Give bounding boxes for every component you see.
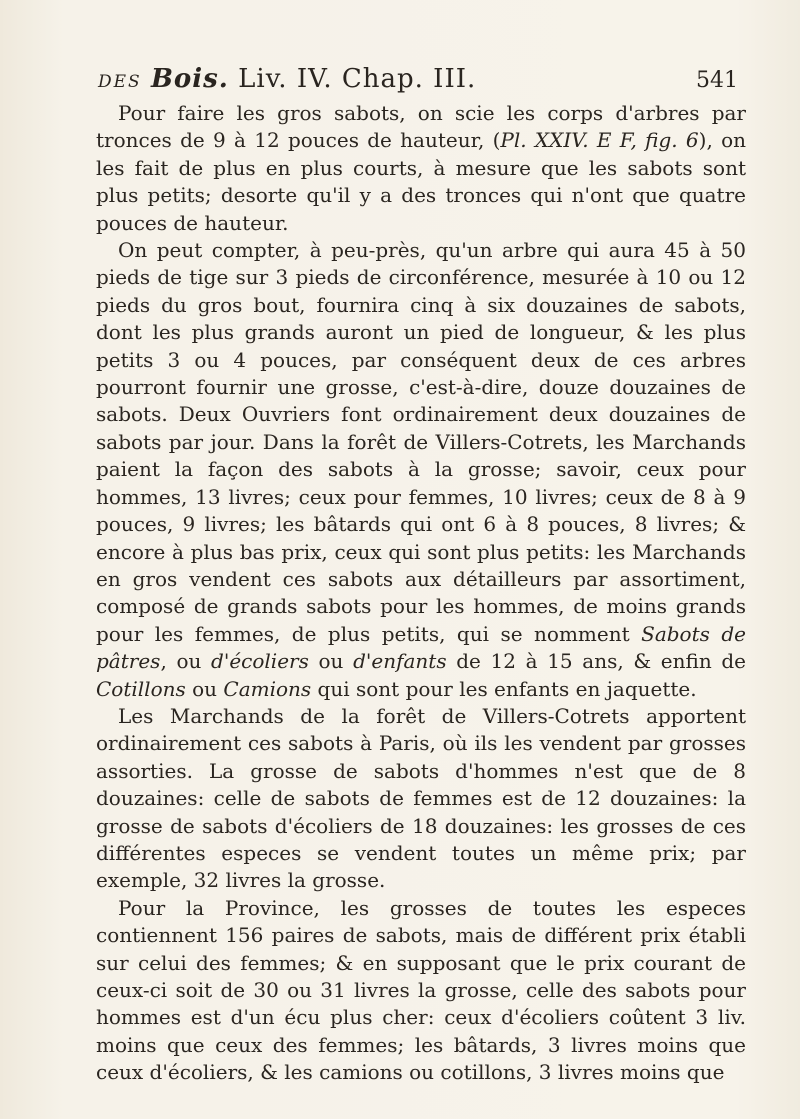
page-number: 541 — [696, 68, 738, 93]
italic-text: d'écoliers — [211, 649, 309, 674]
italic-text: Camions — [223, 676, 312, 701]
text-run: On peut compter, à peu-près, qu'un arbre qui aura 45 à 50 pieds de tige sur 3 pieds de circonférence, mesurée à 10 ou 12 pieds du gros bout, fournira cinq à six douzaines de sabots, dont les plus grands auront un pied de longueur, & les plus petits 3 ou 4 pouces, par conséquent deux de ces arbres pourront fournir une grosse, c'est-à-dire, douze douzaines de sabots. Deux Ouvriers font ordinairement deux douzaines de sabots par jour. Dans la forêt de Villers-Cotrets, les Marchands paient la façon des sabots à la grosse; savoir, ceux pour hommes, 13 livres; ceux pour femmes, 10 livres; ceux de 8 à 9 pouces, 9 livres; les bâtards qui ont 6 à 8 pouces, 8 livres; & encore à plus bas prix, ceux qui sont plus petits: les Marchands en gros vendent ces sabots aux détailleurs par assortiment, composé de grands sabots pour les hommes, de moins grands pour les femmes, de plus petits, qui se nomment — [96, 238, 746, 646]
running-header — [98, 58, 738, 98]
text-run: Pour faire les gros sabots, on scie les corps d'arbres par tronces de 9 à 12 pouces de hauteur, ( — [96, 101, 746, 153]
running-head-title — [98, 64, 476, 94]
paragraph — [96, 895, 746, 1087]
text-run: , ou — [160, 649, 212, 674]
paragraph — [96, 100, 746, 237]
text-run: Les Marchands de la forêt de Villers-Cotrets apportent ordinairement ces sabots à Paris, où ils les vendent par grosses assorties. La grosse de sabots d'hommes n'est que de 8 douzaines: celle de sabots de femmes est de 12 douzaines: la grosse de sabots d'écoliers de 18 douzaines: les grosses de ces différentes especes se vendent toutes un même prix; par exemple, 32 livres la grosse. — [96, 703, 746, 893]
body-text — [96, 100, 746, 1087]
italic-text: d'enfants — [353, 649, 447, 674]
italic-text: Sabots de pâtres — [96, 621, 747, 674]
paragraph — [96, 237, 746, 703]
italic-text: Pl. XXIV. E F, fig. 6 — [500, 128, 699, 153]
text-run: de 12 à 15 ans, & enfin de — [446, 649, 747, 674]
text-run: ), on les fait de plus en plus courts, à mesure que les sabots sont plus petits; desorte qu'il y a des tronces qui n'ont que quatre pouces de hauteur. — [96, 128, 746, 235]
running-head-prefix: DES — [98, 72, 142, 92]
running-head-bois: Bois. — [150, 64, 229, 94]
italic-text: Cotillons — [96, 676, 186, 701]
text-run: Pour la Province, les grosses de toutes les especes contiennent 156 paires de sabots, mais de différent prix établi sur celui des femmes; & en supposant que le prix courant de ceux-ci soit de 30 ou 31 livres la grosse, celle des sabots pour hommes est d'un écu plus cher: ceux d'écoliers coûtent 3 liv. moins que ceux des femmes; les bâtards, 3 livres moins que ceux d'écoliers, & les camions ou cotillons, 3 livres moins que — [96, 895, 746, 1085]
text-run: qui sont pour les enfants en jaquette. — [311, 676, 697, 701]
paragraph — [96, 703, 746, 895]
text-run: ou — [185, 676, 224, 701]
text-run: ou — [308, 649, 354, 674]
running-head-chapter: Liv. IV. Chap. III. — [238, 64, 477, 94]
